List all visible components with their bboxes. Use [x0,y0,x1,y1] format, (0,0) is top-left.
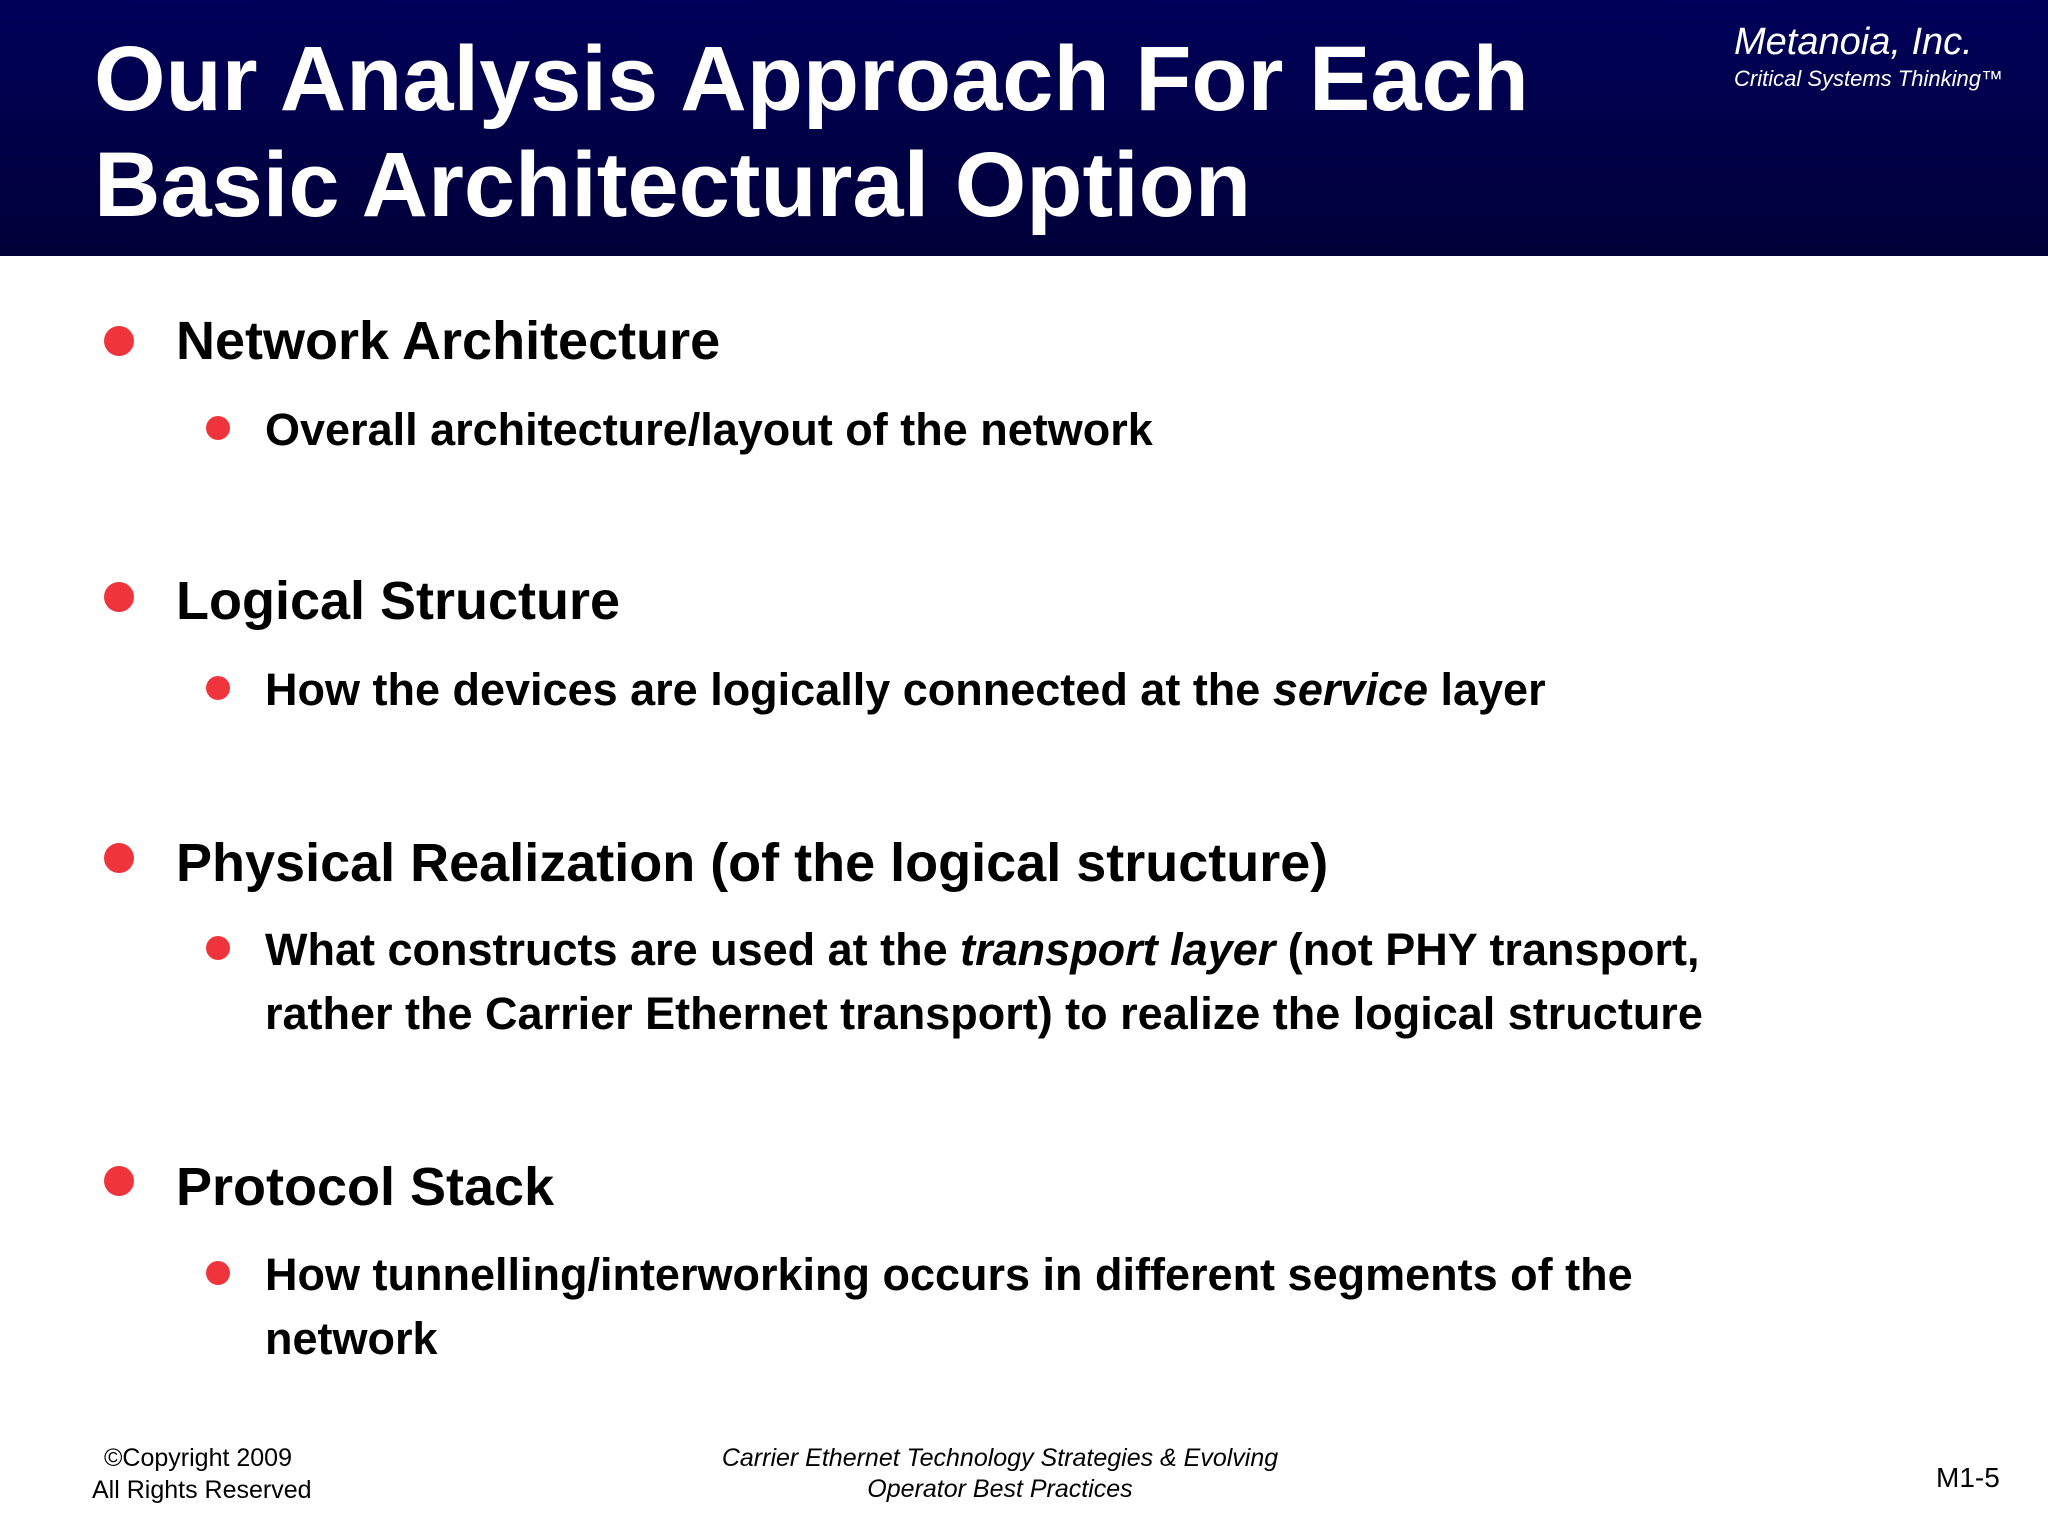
sub-bullet-network-architecture: Overall architecture/layout of the network [265,404,1153,455]
sub-text-emphasis: service [1272,664,1428,715]
sub-text-part: layer [1427,664,1546,715]
sub-text-part: How the devices are logically connected at the [265,664,1273,715]
bullet-protocol-stack: Protocol Stack [176,1157,555,1217]
sub-bullet-dot-icon [206,1261,230,1285]
sub-bullet-dot-icon [206,416,230,440]
company-name: Metanoia, Inc. [1734,21,1973,63]
bullet-dot-icon [104,1166,134,1196]
course-line-1: Carrier Ethernet Technology Strategies & Evolving [721,1444,1279,1472]
sub-bullet-logical-structure [265,658,1546,722]
bullet-network-architecture: Network Architecture [176,311,721,371]
sub-bullet-physical-realization-line-2: rather the Carrier Ethernet transport) to realize the logical structure [265,988,1703,1039]
rights-line: All Rights Reserved [92,1476,312,1504]
bullet-dot-icon [104,582,134,612]
company-tagline: Critical Systems Thinking™ [1734,66,2003,91]
bullet-dot-icon [104,326,134,356]
bullet-physical-realization: Physical Realization (of the logical structure) [176,833,1329,893]
title-line-1: Our Analysis Approach For Each [94,28,1529,130]
footer-course-title [700,1443,1300,1505]
sub-bullet-dot-icon [206,676,230,700]
sub-text-emphasis: transport layer [960,924,1276,975]
sub-text-part: What constructs are used at the [265,924,961,975]
copyright-line: ©Copyright 2009 [104,1444,292,1472]
title-line-2: Basic Architectural Option [94,134,1252,236]
course-line-2: Operator Best Practices [867,1475,1133,1503]
slide-number: M1-5 [1936,1462,2000,1493]
sub-bullet-dot-icon [206,936,230,960]
bullet-dot-icon [104,843,134,873]
sub-bullet-physical-realization-line-1 [265,918,1699,982]
footer-copyright [92,1442,312,1506]
sub-bullet-protocol-stack-line-1: How tunnelling/interworking occurs in different segments of the [265,1249,1633,1300]
sub-bullet-protocol-stack-line-2: network [265,1313,438,1364]
bullet-logical-structure: Logical Structure [176,571,621,631]
sub-text-part: (not PHY transport, [1275,924,1700,975]
